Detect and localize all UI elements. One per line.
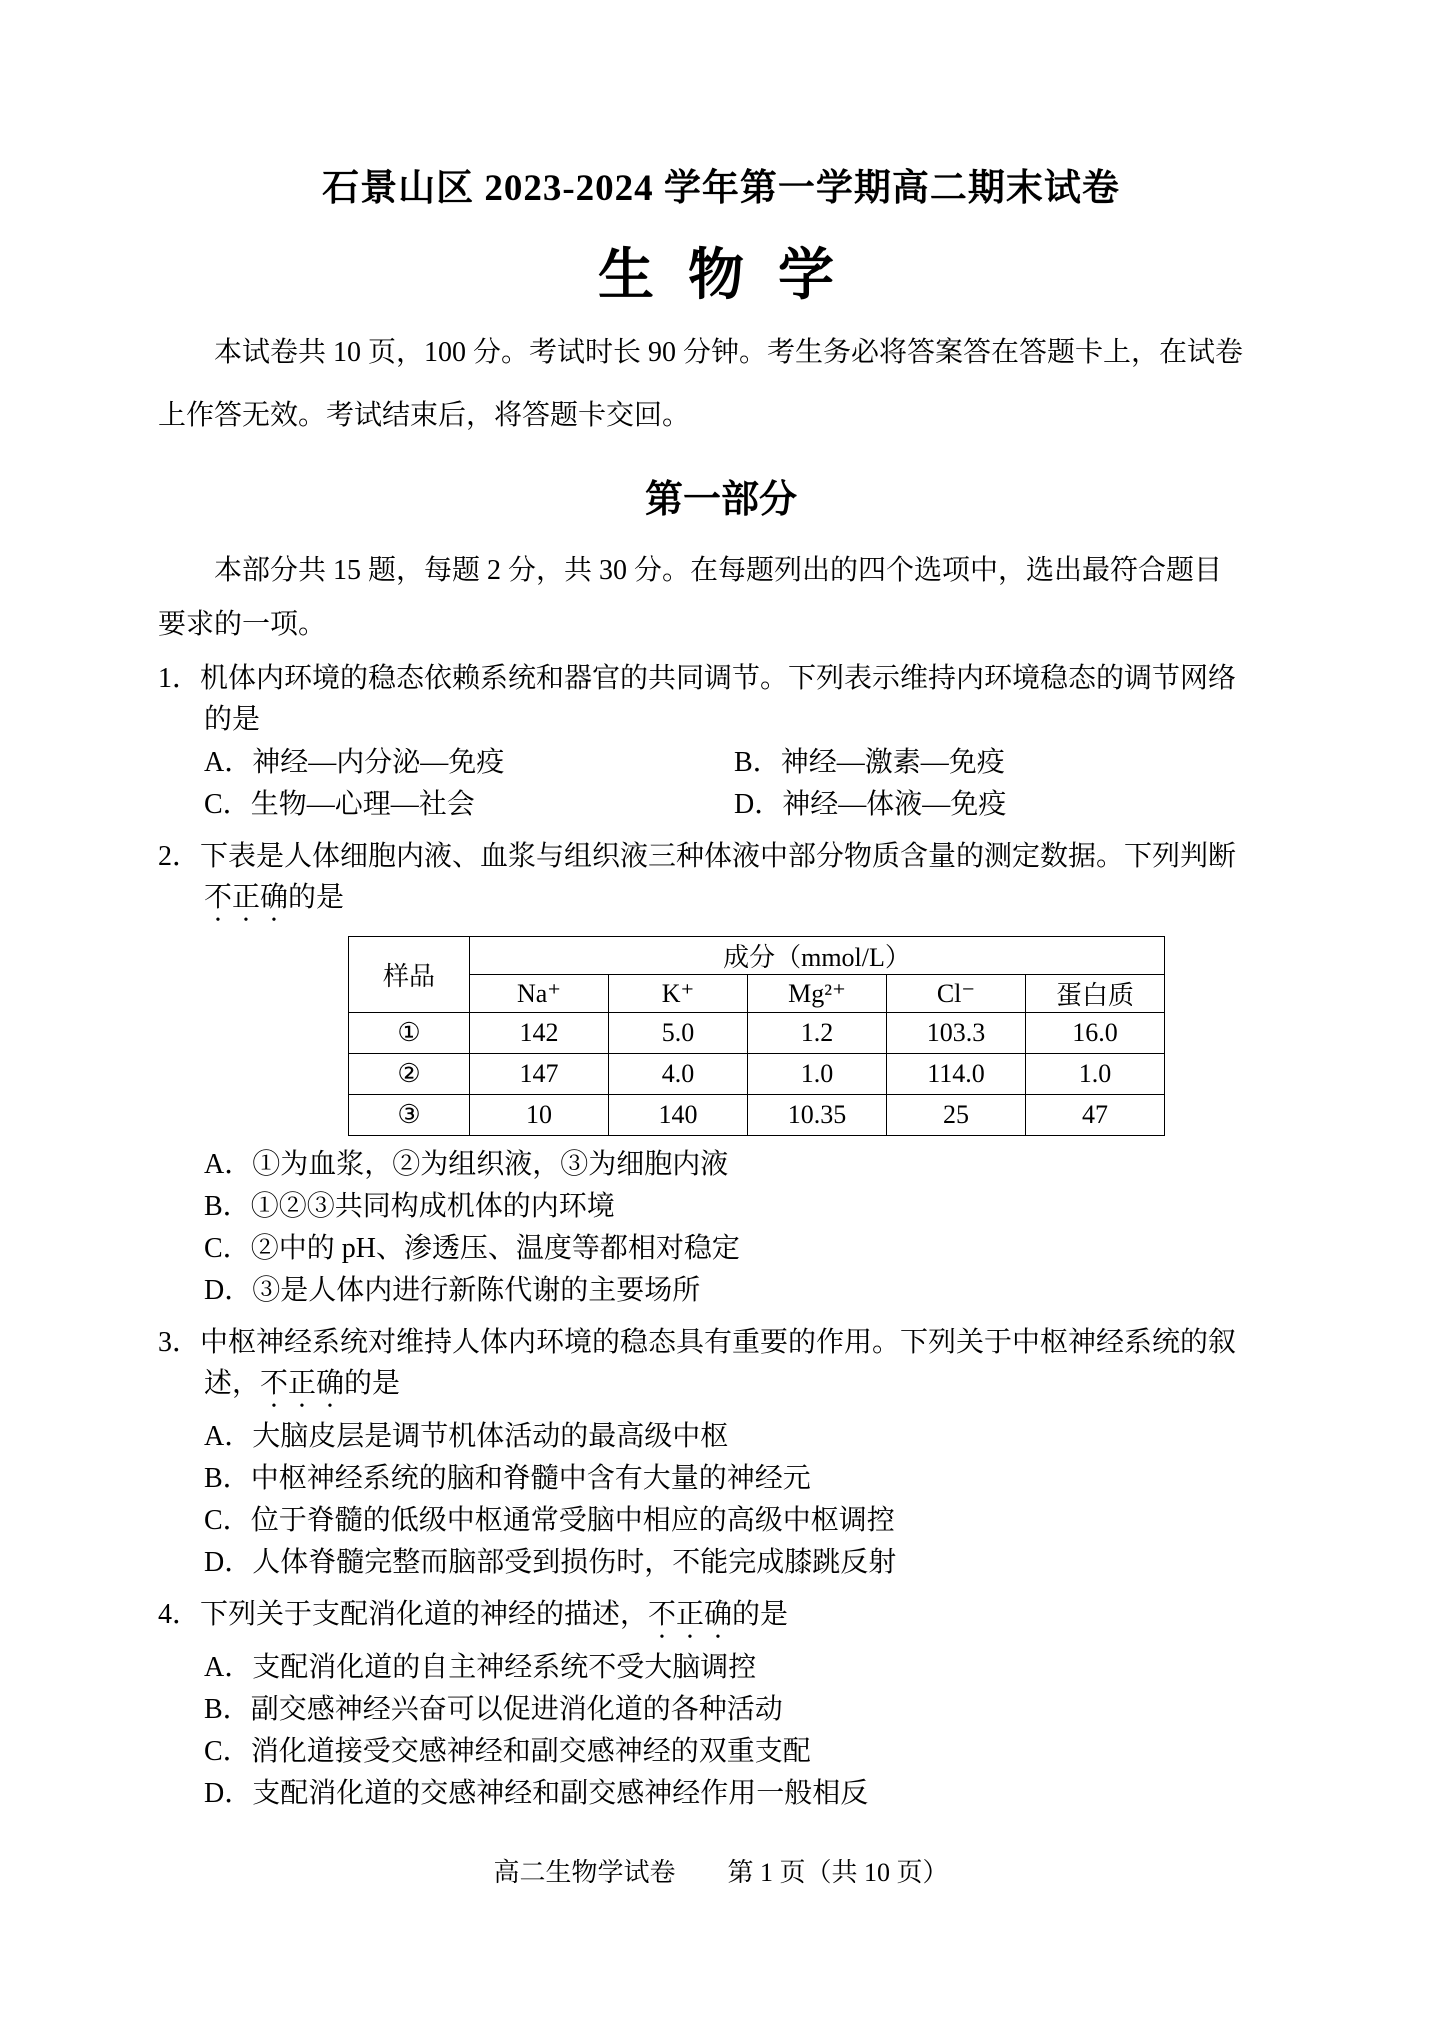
question-1-number: 1． (158, 663, 201, 694)
table-cell: 103.3 (887, 1013, 1026, 1054)
table-cell: 10.35 (748, 1095, 887, 1136)
option-label: D． (204, 1275, 253, 1306)
question-1-option-a (204, 742, 734, 784)
table-row-label: ① (349, 1013, 470, 1054)
question-2-stem-line2-post: 的是 (288, 882, 345, 913)
option-text: 神经—体液—免疫 (782, 789, 1007, 820)
exam-notes-line1: 本试卷共 10 页，100 分。考试时长 90 分钟。考生务必将答案答在答题卡上，在试卷 (214, 337, 1244, 368)
question-2-stem-emphasis: 不正确 (204, 882, 289, 913)
table-cell: 140 (609, 1095, 748, 1136)
question-2-option-d (204, 1270, 1284, 1312)
question-4-stem-post: 的是 (732, 1599, 789, 1630)
question-4-option-b (204, 1689, 1284, 1731)
option-label: C． (204, 1233, 251, 1264)
table-cell: 1.2 (748, 1013, 887, 1054)
option-text: 支配消化道的自主神经系统不受大脑调控 (252, 1652, 757, 1683)
option-label: C． (204, 1736, 251, 1767)
table-row-label: ② (349, 1054, 470, 1095)
option-label: B． (204, 1463, 251, 1494)
question-3-option-c (204, 1500, 1284, 1542)
question-1-option-d (734, 784, 1284, 826)
option-text: 人体脊髓完整而脑部受到损伤时，不能完成膝跳反射 (252, 1547, 897, 1578)
question-2-options (158, 1144, 1284, 1312)
question-4-option-d (204, 1773, 1284, 1815)
question-3-stem-line2-pre: 述， (204, 1368, 261, 1399)
table-cell: 4.0 (609, 1054, 748, 1095)
table-row (349, 1095, 1165, 1136)
option-text: ②中的 pH、渗透压、温度等都相对稳定 (250, 1233, 740, 1264)
question-1-stem-line2: 的是 (204, 704, 261, 735)
question-4-option-a (204, 1647, 1284, 1689)
table-row (349, 1054, 1165, 1095)
table-corner-header: 样品 (349, 937, 470, 1013)
table-cell: 10 (470, 1095, 609, 1136)
option-label: D． (734, 789, 783, 820)
question-1-option-b (734, 742, 1284, 784)
option-label: B． (204, 1694, 251, 1725)
body-fluid-composition-table (348, 936, 1165, 1136)
option-label: C． (204, 789, 251, 820)
option-label: A． (204, 747, 253, 778)
table-column-header: Na⁺ (470, 975, 609, 1013)
question-3-stem-line1: 中枢神经系统对维持人体内环境的稳态具有重要的作用。下列关于中枢神经系统的叙 (200, 1327, 1237, 1358)
option-text: ①为血浆，②为组织液，③为细胞内液 (252, 1149, 729, 1180)
option-label: A． (204, 1652, 253, 1683)
question-3-options (158, 1416, 1284, 1584)
table-cell: 25 (887, 1095, 1026, 1136)
exam-notes-line2: 上作答无效。考试结束后，将答题卡交回。 (158, 400, 691, 431)
option-text: 生物—心理—社会 (250, 789, 475, 820)
question-list (158, 658, 1284, 1815)
option-label: A． (204, 1149, 253, 1180)
table-column-header: 蛋白质 (1026, 975, 1165, 1013)
table-cell: 142 (470, 1013, 609, 1054)
option-label: D． (204, 1547, 253, 1578)
table-column-header: Cl⁻ (887, 975, 1026, 1013)
option-text: 副交感神经兴奋可以促进消化道的各种活动 (250, 1694, 783, 1725)
question-2-option-b (204, 1186, 1284, 1228)
question-3-stem-line2-post: 的是 (344, 1368, 401, 1399)
table-cell: 1.0 (1026, 1054, 1165, 1095)
question-3-option-d (204, 1542, 1284, 1584)
question-3-stem-emphasis: 不正确 (260, 1368, 345, 1399)
table-cell: 147 (470, 1054, 609, 1095)
question-2-number: 2． (158, 841, 201, 872)
question-2-option-a (204, 1144, 1284, 1186)
option-text: 中枢神经系统的脑和脊髓中含有大量的神经元 (250, 1463, 811, 1494)
option-text: 位于脊髓的低级中枢通常受脑中相应的高级中枢调控 (250, 1505, 895, 1536)
question-3-number: 3． (158, 1327, 201, 1358)
exam-title: 石景山区 2023-2024 学年第一学期高二期末试卷 (322, 168, 1120, 209)
question-4-stem-emphasis: 不正确 (648, 1599, 733, 1630)
question-4-number: 4． (158, 1599, 201, 1630)
option-text: 支配消化道的交感神经和副交感神经作用一般相反 (252, 1778, 869, 1809)
question-2-stem (158, 836, 1284, 928)
question-4-option-c (204, 1731, 1284, 1773)
question-1-option-c (204, 784, 734, 826)
table-row-label: ③ (349, 1095, 470, 1136)
table-column-header: K⁺ (609, 975, 748, 1013)
question-3 (158, 1322, 1284, 1584)
question-4-options (158, 1647, 1284, 1815)
option-text: 神经—内分泌—免疫 (252, 747, 505, 778)
option-text: 神经—激素—免疫 (780, 747, 1005, 778)
option-label: B． (204, 1191, 251, 1222)
question-3-stem (158, 1322, 1284, 1414)
question-3-option-a (204, 1416, 1284, 1458)
table-group-header: 成分（mmol/L） (470, 937, 1165, 975)
table-column-header: Mg²⁺ (748, 975, 887, 1013)
table-header-row-1 (349, 937, 1165, 975)
option-label: D． (204, 1778, 253, 1809)
option-text: 消化道接受交感神经和副交感神经的双重支配 (250, 1736, 811, 1767)
table-cell: 1.0 (748, 1054, 887, 1095)
table-cell: 16.0 (1026, 1013, 1165, 1054)
part1-instructions-line1: 本部分共 15 题，每题 2 分，共 30 分。在每题列出的四个选项中，选出最符合题目 (214, 555, 1223, 586)
question-1-stem (158, 658, 1284, 740)
option-label: C． (204, 1505, 251, 1536)
question-1-options (158, 742, 1284, 826)
question-3-option-b (204, 1458, 1284, 1500)
option-label: B． (734, 747, 781, 778)
option-text: ③是人体内进行新陈代谢的主要场所 (252, 1275, 701, 1306)
option-text: 大脑皮层是调节机体活动的最高级中枢 (252, 1421, 729, 1452)
question-1 (158, 658, 1284, 826)
part1-heading: 第一部分 (644, 479, 797, 521)
option-text: ①②③共同构成机体的内环境 (250, 1191, 615, 1222)
part1-instructions-line2: 要求的一项。 (158, 609, 327, 640)
question-4 (158, 1594, 1284, 1815)
table-cell: 114.0 (887, 1054, 1026, 1095)
question-2-option-c (204, 1228, 1284, 1270)
exam-subject: 生 物 学 (598, 245, 844, 307)
question-1-stem-line1: 机体内环境的稳态依赖系统和器官的共同调节。下列表示维持内环境稳态的调节网络 (200, 663, 1237, 694)
table-cell: 47 (1026, 1095, 1165, 1136)
page-footer: 高二生物学试卷 第 1 页（共 10 页） (493, 1858, 949, 1887)
table-cell: 5.0 (609, 1013, 748, 1054)
question-2-stem-line1: 下表是人体细胞内液、血浆与组织液三种体液中部分物质含量的测定数据。下列判断 (200, 841, 1237, 872)
option-label: A． (204, 1421, 253, 1452)
table-row (349, 1013, 1165, 1054)
question-2 (158, 836, 1284, 1312)
table-header-row-2 (349, 975, 1165, 1013)
question-4-stem-pre: 下列关于支配消化道的神经的描述， (200, 1599, 649, 1630)
question-4-stem (158, 1594, 1284, 1645)
